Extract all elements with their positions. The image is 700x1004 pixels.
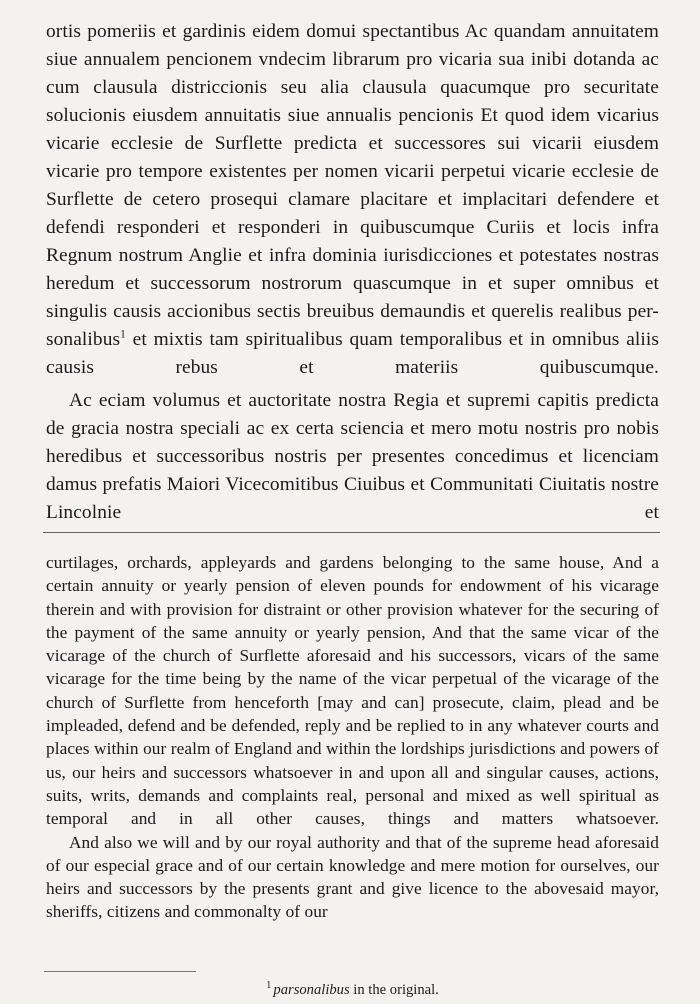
latin-text-before-note: ortis pomeriis et gardinis eidem domui spectantibus Ac quandam annuitatem siue annualem pencionem vndecim librarum pro vicaria sua inibi dotanda ac cum clausula districcionis seu alia clausula quacumque pro securitate solucionis eiusdem annuitatis siue annualis pencionis Et quod idem vicarius vicarie ecclesie de Surflette predicta et successores sui vicarii eiusdem vicarie pro tempore existentes per nomen vicarii perpetui vicarie ecclesie de Surflette de cetero prosequi clamare placitare et implacitari defendere et defendi responderi et responderi in quibuscumque Curiis et locis infra Regnum nostrum Anglie et infra dominia iurisdicciones et potestates nostras heredum et successorum nostrorum quascumque in et super omnibus et singulis causis accionibus sectis breuibus demaundis et querelis realibus per-sonalibus — [46, 21, 659, 350]
english-paragraph: And also we will and by our royal authority and that of the supreme head aforesaid of our especial grace and of our certain knowledge and mere motion for ourselves, our heirs and successors by the presents grant and give licence to the abovesaid mayor, sheriffs, citizens and commonalty of our — [46, 832, 659, 922]
latin-paragraph — [46, 18, 659, 382]
section-divider-rule — [43, 532, 660, 533]
latin-text-after-note: et mixtis tam spiritualibus quam temporalibus et in omnibus aliis causis rebus et materiis quibuscumque. — [46, 329, 659, 378]
footnote-divider-rule — [44, 971, 196, 972]
english-paragraph: curtilages, orchards, appleyards and gardens belonging to the same house, And a certain annuity or yearly pension of eleven pounds for endowment of his vicarage therein and with provision for distraint or other provision whatever for the securing of the payment of the same annuity or yearly pension, And that the same vicar of the vicarage of the church of Surflette aforesaid and his successors, vicars of the same vicarage for the time being by the name of the vicar perpetual of the vicarage of the church of Surflette from henceforth [may and can] prosecute, claim, plead and be impleaded, defend and be defended, reply and be replied to in any whatever courts and places within our realm of England and within the lordships jurisdictions and powers of us, our heirs and successors whatsoever in and upon all and singular causes, actions, suits, writs, demands and complaints real, personal and mixed as well spiritual as temporal and in all other causes, things and matters whatsoever. — [46, 553, 659, 829]
footnote-italic-word: parsonalibus — [273, 982, 350, 998]
latin-text: Ac eciam volumus et auctoritate nostra Regia et supremi capitis predicta de gracia nostra speciali ac ex certa sciencia et mero motu nostris pro nobis heredibus et successoribus nostris per presentes concedimus et licenciam damus prefatis Maiori Vicecomitibus Ciuibus et Communitati Ciuitatis nostre Lincolnie et — [46, 390, 659, 523]
footnote — [46, 981, 659, 1000]
footnote-reference-marker[interactable]: 1 — [120, 328, 126, 341]
latin-paragraph — [46, 387, 659, 527]
latin-transcription-block — [46, 18, 659, 527]
footnote-marker: 1 — [266, 980, 272, 992]
english-translation-block — [46, 551, 659, 924]
footnote-rest-text: in the original. — [349, 982, 439, 998]
